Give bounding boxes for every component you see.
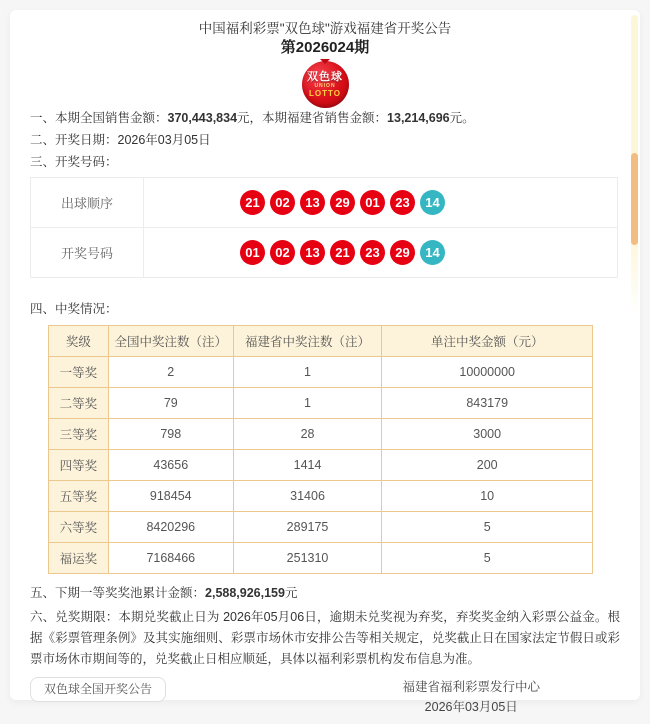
- draw-row-label: 开奖号码: [31, 228, 144, 278]
- red-ball: 21: [330, 240, 355, 265]
- ball-group: [106, 190, 579, 215]
- prize-row: [49, 481, 593, 512]
- sales-suffix: 元。: [449, 111, 475, 125]
- prize-level-cell: 一等奖: [49, 357, 109, 388]
- prize-national-count-cell: 798: [108, 419, 233, 450]
- pool-amount: 2,588,926,159: [205, 586, 285, 600]
- prize-amount-cell: 3000: [382, 419, 593, 450]
- red-ball: 29: [390, 240, 415, 265]
- prize-row: [49, 543, 593, 574]
- prize-amount-cell: 10: [382, 481, 593, 512]
- prize-section-label: 四、中奖情况：: [30, 302, 118, 316]
- page-title: 中国福利彩票"双色球"游戏福建省开奖公告: [198, 21, 452, 36]
- prize-level-cell: 三等奖: [49, 419, 109, 450]
- prize-row: [49, 450, 593, 481]
- blue-ball: 14: [420, 240, 445, 265]
- prize-national-count-cell: 7168466: [108, 543, 233, 574]
- redeem-deadline-paragraph: 六、兑奖期限：本期兑奖截止日为 2026年05月06日，逾期未兑奖视为弃奖，弃奖奖金纳入彩票公益金。根据《彩票管理条例》及其实施细则、彩票市场休市安排公告等相关规定，兑奖截止日在国家法定节假日或彩票市场休市期间等的，兑奖截止日相应顺延，具体以福利彩票机构发布信息为准。: [30, 610, 620, 666]
- prize-column-header: 全国中奖注数（注）: [108, 326, 233, 357]
- prize-amount-cell: 10000000: [382, 357, 593, 388]
- jackpot-pool-line: [30, 586, 620, 600]
- red-ball: 23: [390, 190, 415, 215]
- prize-amount-cell: 200: [382, 450, 593, 481]
- prize-level-cell: 六等奖: [49, 512, 109, 543]
- logo-flag-icon: [320, 59, 330, 64]
- prize-amount-cell: 5: [382, 543, 593, 574]
- prize-national-count-cell: 918454: [108, 481, 233, 512]
- issuer-name: 福建省福利彩票发行中心: [402, 680, 540, 694]
- province-sales-amount: 13,214,696: [387, 111, 450, 125]
- draw-numbers-table: [30, 177, 618, 278]
- logo-subtext-union: UNION: [314, 83, 336, 89]
- draw-row-balls: [144, 178, 618, 228]
- prize-table-body: [49, 357, 593, 574]
- draw-date-line: 二、开奖日期：2026年03月05日: [30, 133, 211, 147]
- prize-row: [49, 419, 593, 450]
- prize-national-count-cell: 8420296: [108, 512, 233, 543]
- prize-province-count-cell: 251310: [233, 543, 382, 574]
- numbers-label: 三、开奖号码：: [30, 155, 118, 169]
- prize-level-cell: 五等奖: [49, 481, 109, 512]
- prize-column-header: 福建省中奖注数（注）: [233, 326, 382, 357]
- red-ball: 02: [270, 240, 295, 265]
- blue-ball: 14: [420, 190, 445, 215]
- sales-mid: 元，本期福建省销售金额：: [237, 111, 388, 125]
- info-section: [30, 111, 620, 169]
- prize-province-count-cell: 28: [233, 419, 382, 450]
- sales-line: [30, 111, 620, 125]
- prize-row: [49, 512, 593, 543]
- prize-province-count-cell: 1: [233, 357, 382, 388]
- prize-national-count-cell: 2: [108, 357, 233, 388]
- footer: [30, 677, 620, 717]
- red-ball: 01: [360, 190, 385, 215]
- logo-name: 双色球: [307, 71, 343, 83]
- draw-row-balls: [144, 228, 618, 278]
- prize-level-cell: 四等奖: [49, 450, 109, 481]
- issuer-block: [402, 677, 540, 717]
- ball-group: [106, 240, 579, 265]
- sales-prefix: 一、本期全国销售金额：: [30, 111, 168, 125]
- national-sales-amount: 370,443,834: [167, 111, 238, 125]
- prize-amount-cell: 5: [382, 512, 593, 543]
- prize-amount-cell: 843179: [382, 388, 593, 419]
- prize-column-header: 单注中奖金额（元）: [382, 326, 593, 357]
- draw-row: [31, 228, 618, 278]
- draw-table-body: [31, 178, 618, 278]
- issue-date: 2026年03月05日: [424, 700, 518, 714]
- red-ball: 23: [360, 240, 385, 265]
- red-ball: 13: [300, 190, 325, 215]
- prize-province-count-cell: 1: [233, 388, 382, 419]
- union-lotto-logo-icon: [302, 61, 349, 108]
- prize-level-cell: 二等奖: [49, 388, 109, 419]
- pool-suffix: 元: [284, 586, 298, 600]
- red-ball: 29: [330, 190, 355, 215]
- prize-national-count-cell: 43656: [108, 450, 233, 481]
- prize-province-count-cell: 1414: [233, 450, 382, 481]
- red-ball: 21: [240, 190, 265, 215]
- prize-level-cell: 福运奖: [49, 543, 109, 574]
- prize-national-count-cell: 79: [108, 388, 233, 419]
- logo-subtext-lotto: LOTTO: [309, 89, 341, 98]
- draw-row-label: 出球顺序: [31, 178, 144, 228]
- announcement-card: [10, 10, 640, 714]
- national-announcement-button[interactable]: 双色球全国开奖公告: [30, 677, 166, 702]
- red-ball: 01: [240, 240, 265, 265]
- draw-row: [31, 178, 618, 228]
- prize-table: [48, 325, 593, 574]
- red-ball: 13: [300, 240, 325, 265]
- pool-prefix: 五、下期一等奖奖池累计金额：: [30, 586, 206, 600]
- red-ball: 02: [270, 190, 295, 215]
- prize-table-header-row: [49, 326, 593, 357]
- prize-province-count-cell: 31406: [233, 481, 382, 512]
- issue-number: 第2026024期: [280, 39, 370, 56]
- prize-province-count-cell: 289175: [233, 512, 382, 543]
- prize-row: [49, 388, 593, 419]
- prize-column-header: 奖级: [49, 326, 109, 357]
- prize-row: [49, 357, 593, 388]
